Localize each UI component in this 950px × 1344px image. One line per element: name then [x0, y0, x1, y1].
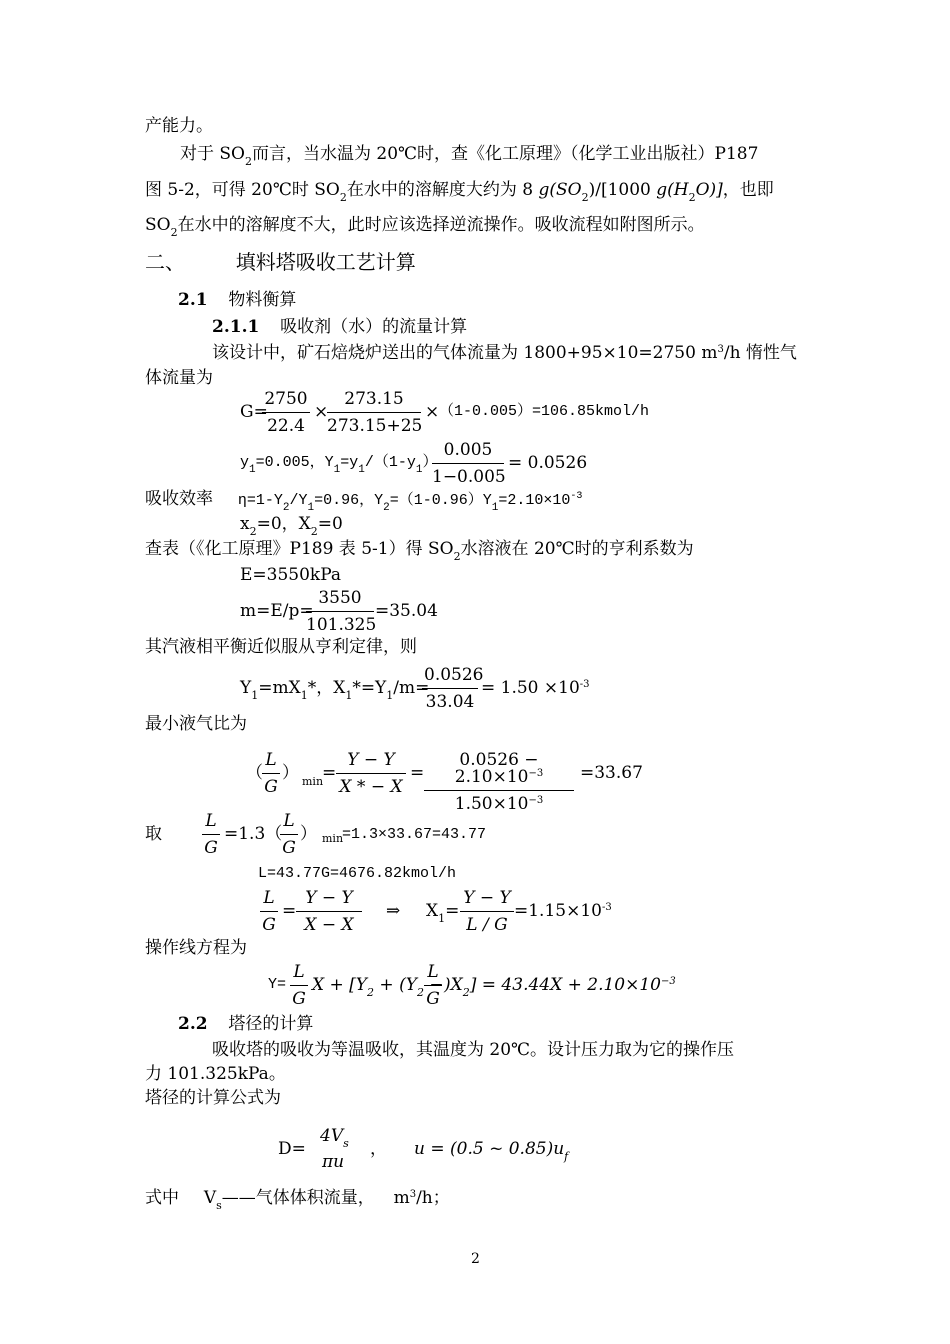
subscript: s: [216, 1199, 222, 1212]
subsection-heading: [178, 1016, 313, 1033]
numerator: 3550: [306, 590, 374, 612]
heading-title: 吸收剂（水）的流量计算: [280, 317, 468, 337]
denominator: G: [262, 915, 276, 935]
superscript: −3: [528, 795, 544, 806]
text: =2.10×10: [498, 492, 571, 509]
text: x: [240, 514, 250, 534]
text: −: [429, 975, 444, 995]
text: + (Y: [379, 975, 417, 995]
text: V: [203, 1188, 217, 1208]
text-line: [145, 180, 774, 204]
text: =1.15×10: [514, 901, 602, 921]
equation: [240, 454, 438, 476]
text: 对于 SO: [180, 144, 245, 164]
operator: [386, 903, 400, 920]
text: =35.04: [375, 601, 438, 621]
subscript: 2: [339, 191, 347, 204]
text: m=E/p=: [240, 601, 314, 621]
subscript: 2: [383, 502, 390, 514]
subscript: 1: [300, 689, 308, 702]
heading-number: 二、: [145, 250, 185, 274]
text: /Y: [289, 492, 308, 509]
fraction: [262, 391, 310, 435]
subscript: s: [343, 1137, 349, 1150]
text: =0.005，Y: [255, 454, 334, 471]
operator: [425, 404, 439, 421]
text: 力 101.325kPa。: [145, 1064, 286, 1084]
denominator: [322, 1154, 344, 1171]
heading-number: 2.2: [178, 1014, 208, 1034]
text: 塔径的计算公式为: [145, 1088, 281, 1108]
subscript: 2: [282, 502, 290, 514]
text: Y: [240, 678, 252, 698]
text: *，X: [307, 678, 346, 698]
fraction: [260, 890, 278, 934]
text: /m=: [393, 678, 430, 698]
text: ——气体体积流量，: [221, 1188, 375, 1208]
text: ×: [314, 402, 329, 422]
subscript: 1: [345, 689, 353, 702]
denominator: 1.50×10: [454, 794, 529, 814]
text: *=Y: [352, 678, 387, 698]
text: （: [246, 763, 263, 783]
text: ）: [300, 824, 317, 844]
equation-result: [580, 765, 643, 782]
text-line: [145, 118, 213, 135]
text-line: [145, 716, 247, 733]
text: 产能力。: [145, 116, 213, 136]
text: 2: [471, 1251, 480, 1267]
equation-label: [278, 1141, 306, 1158]
denominator: 101.325: [306, 615, 377, 635]
text: =0: [317, 514, 343, 534]
text: = 1.50 ×10: [481, 678, 580, 698]
text: ）: [282, 763, 299, 783]
text: ] = 43.44X + 2.10×10: [469, 975, 661, 995]
subscript: 1: [386, 689, 394, 702]
paren: [246, 765, 263, 782]
denominator: L / G: [466, 915, 508, 935]
heading-title: 填料塔吸收工艺计算: [235, 250, 416, 274]
text: =33.67: [580, 763, 643, 783]
subscript: 2: [688, 191, 696, 204]
heading-title: 塔径的计算: [228, 1014, 314, 1034]
text: Y=: [268, 976, 287, 993]
equation: [258, 866, 456, 881]
equation-result: [508, 455, 587, 472]
numerator: 0.0526: [422, 667, 478, 689]
text: =y: [340, 454, 359, 471]
text: （1-0.005）=106.85kmol/h: [439, 403, 650, 420]
text: ）: [422, 454, 438, 471]
text: 体流量为: [145, 368, 213, 388]
text: =mX: [258, 678, 301, 698]
fraction: [280, 813, 298, 857]
text: = 0.0526: [508, 453, 588, 473]
subsection-heading: [178, 292, 296, 309]
equation-result: [375, 603, 438, 620]
text: u = (0.5 ~ 0.85)u: [414, 1139, 565, 1159]
text: 最小液气比为: [145, 714, 247, 734]
text-line: [145, 1188, 450, 1212]
fraction: [460, 890, 514, 934]
formula: g(SO: [538, 180, 582, 200]
text: =（1-0.96）Y: [389, 492, 492, 509]
text: =: [322, 763, 337, 783]
text-line: [145, 1066, 286, 1083]
fraction: [296, 890, 362, 934]
text: =1.3×33.67=43.77: [342, 826, 487, 843]
fraction: [262, 752, 280, 796]
fraction: [424, 964, 442, 1008]
equation: [224, 826, 282, 843]
equation: [444, 975, 676, 999]
heading-title: 物料衡算: [228, 290, 297, 310]
fraction: [306, 588, 377, 635]
subscript: f: [564, 1150, 569, 1163]
superscript: -3: [601, 902, 612, 913]
subscript: 1: [307, 502, 315, 514]
superscript: −3: [528, 768, 544, 779]
separator: [370, 1141, 387, 1158]
denominator: G: [426, 989, 440, 1009]
formula: )/[1000: [588, 180, 651, 200]
equation-result: [342, 827, 486, 842]
denominator: 1−0.005: [432, 467, 506, 487]
text: 10=2750 m: [616, 343, 718, 363]
superscript: -3: [570, 491, 583, 502]
text: )X: [444, 975, 463, 995]
numerator: 273.15: [327, 391, 421, 413]
heading-number: 2.1: [178, 290, 208, 310]
subscript: 1: [333, 464, 341, 476]
numerator: [320, 1126, 349, 1150]
text: 查表（《化工原理》P189 表 5-1）得 SO: [145, 539, 454, 559]
denominator: X * − X: [339, 777, 403, 797]
equation-result: [481, 680, 590, 697]
text: 而言，当水温为 20℃时，查《化工原理》（化学工业出版社）P187: [252, 144, 759, 164]
equation-label: [240, 603, 314, 620]
superscript: -3: [579, 679, 590, 690]
text: m: [393, 1188, 410, 1208]
paren: [300, 826, 317, 843]
text: 4V: [320, 1126, 344, 1146]
denominator: G: [282, 838, 296, 858]
text-line: [145, 215, 705, 239]
subscript: 2: [170, 226, 178, 239]
text: =: [445, 901, 460, 921]
numerator: 0.005: [432, 442, 504, 464]
text: =1.3（: [224, 824, 283, 844]
operator: [322, 765, 336, 782]
text-line: [145, 370, 213, 387]
text-line: [145, 639, 417, 656]
text-line: [180, 144, 759, 168]
numerator: L: [260, 890, 278, 912]
text: /h 惰性气: [723, 343, 797, 363]
numerator: L: [202, 813, 220, 835]
text: =0.96，Y: [314, 492, 384, 509]
numerator: L: [290, 964, 308, 986]
subscript: 2: [453, 550, 461, 563]
text: ，也即: [722, 180, 774, 200]
text: SO: [145, 215, 171, 235]
text: ⇒: [386, 901, 401, 921]
text: X + [Y: [312, 975, 368, 995]
text: ×: [602, 343, 617, 363]
text: πu: [322, 1152, 345, 1172]
text: y: [240, 454, 250, 471]
text-line: [212, 1042, 734, 1059]
subscript: 1: [415, 464, 423, 476]
numerator: Y − Y: [296, 890, 362, 912]
numerator: L: [424, 964, 442, 986]
text: ，: [370, 1139, 387, 1159]
text: η=1-Y: [237, 492, 283, 509]
fraction: [432, 442, 504, 486]
denominator: G: [292, 989, 306, 1009]
numerator: L: [262, 752, 280, 774]
text: ×: [425, 402, 440, 422]
superscript: −3: [660, 976, 676, 987]
superscript: 3: [409, 1189, 417, 1200]
text: 水溶液在 20℃时的亨利系数为: [460, 539, 694, 559]
denominator: G: [204, 838, 218, 858]
subscript: 2: [249, 525, 257, 538]
paren: [282, 765, 299, 782]
text: /h；: [416, 1188, 450, 1208]
text: 式中: [145, 1188, 179, 1208]
page-number: [471, 1252, 480, 1266]
numerator: 0.0526 − 2.10×10: [454, 750, 539, 787]
equation-tail: [439, 404, 649, 419]
superscript: 3: [717, 344, 724, 355]
text: 在水中的溶解度大约为 8: [346, 180, 534, 200]
text-line: [145, 940, 247, 957]
fraction: [327, 391, 421, 435]
fraction: [290, 964, 308, 1008]
equation: [240, 567, 341, 584]
equation-line: [145, 489, 583, 514]
text: 吸收效率: [145, 489, 213, 509]
subscript: 2: [462, 986, 470, 999]
denominator: X − X: [304, 915, 354, 935]
equation-result: [514, 903, 612, 920]
operator: [282, 903, 296, 920]
heading-number: 2.1.1: [212, 317, 260, 337]
equation: [240, 678, 430, 702]
subscript: 1: [491, 502, 499, 514]
fraction: [422, 665, 484, 712]
text: 取: [145, 824, 162, 844]
numerator: L: [280, 813, 298, 835]
formula: g(H: [656, 180, 689, 200]
fraction: [336, 752, 406, 796]
subscript: 2: [367, 986, 375, 999]
text: L=43.77G=4676.82kmol/h: [258, 865, 457, 882]
numerator: Y − Y: [336, 752, 406, 774]
numerator: 2750: [262, 391, 310, 413]
text: X: [426, 901, 439, 921]
text-line: [145, 1090, 281, 1107]
text-line: [145, 539, 694, 563]
equation: [240, 514, 343, 538]
numerator: Y − Y: [460, 890, 514, 912]
subsubsection-heading: [212, 319, 467, 336]
subscript: 2: [310, 525, 318, 538]
text: min: [322, 832, 344, 845]
denominator: 22.4: [267, 416, 305, 436]
fraction: [424, 752, 574, 813]
text: min: [302, 775, 324, 788]
formula: O)]: [695, 180, 723, 200]
text: 吸收塔的吸收为等温吸收，其温度为 20℃。设计压力取为它的操作压: [212, 1040, 735, 1060]
denominator: G: [264, 777, 278, 797]
subscript: 2: [416, 986, 424, 999]
equation: [414, 1139, 569, 1163]
equation: [268, 977, 286, 992]
subscript: 2: [245, 155, 252, 168]
text: 操作线方程为: [145, 938, 247, 958]
denominator: 33.04: [425, 692, 475, 712]
text: E=3550kPa: [240, 565, 342, 585]
text: 该设计中，矿石焙烧炉送出的气体流量为 1800+95: [212, 343, 603, 363]
text: 在水中的溶解度不大，此时应该选择逆流操作。吸收流程如附图所示。: [177, 215, 705, 235]
section-heading: [145, 252, 416, 272]
subscript: 1: [358, 464, 365, 476]
text: /（1-y: [364, 454, 416, 471]
text: D=: [278, 1139, 306, 1159]
text: 其汽液相平衡近似服从亨利定律，则: [145, 637, 417, 657]
fraction: [202, 813, 220, 857]
text: 图 5-2，可得 20℃时 SO: [145, 180, 340, 200]
text-line: [212, 345, 797, 362]
subscript: [322, 833, 343, 844]
subscript: 1: [251, 689, 259, 702]
subscript: 1: [438, 912, 446, 925]
text: =: [282, 901, 297, 921]
text: [145, 826, 162, 843]
subscript: [302, 776, 323, 787]
text: G=: [240, 402, 268, 422]
subscript: 1: [249, 464, 256, 476]
equation: [426, 901, 460, 925]
denominator: 273.15+25: [327, 416, 423, 436]
subscript: 2: [581, 191, 589, 204]
text: =0，X: [256, 514, 311, 534]
operator: [410, 765, 424, 782]
text: =: [410, 763, 425, 783]
